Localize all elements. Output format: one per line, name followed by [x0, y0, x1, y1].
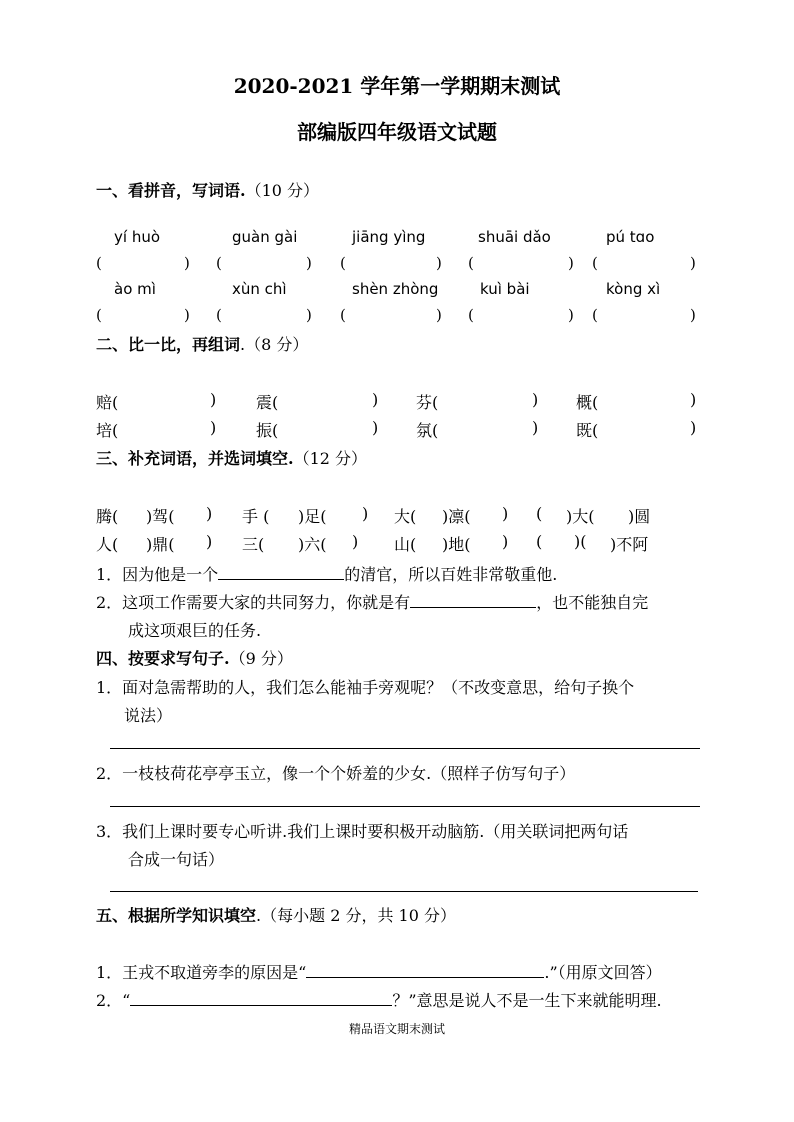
- compare-char-3: 芬(: [416, 393, 439, 412]
- knowledge-fill-2-start: 2．“: [96, 991, 131, 1010]
- fill-blank[interactable]: [410, 590, 536, 608]
- exam-title: 2020-2021 学年第一学期期末测试: [233, 74, 561, 98]
- answer-paren-open: (: [216, 306, 222, 324]
- idiom-piece: 手 (: [242, 507, 270, 526]
- pinyin-2-1: ào mì: [114, 280, 156, 298]
- answer-paren-open: (: [592, 254, 598, 272]
- fill-blank[interactable]: [306, 960, 544, 978]
- fill-blank[interactable]: [130, 988, 392, 1006]
- answer-paren-open: (: [592, 306, 598, 324]
- answer-paren-close: ): [436, 254, 442, 272]
- idiom-piece: 腾(: [96, 507, 119, 526]
- answer-paren-open: (: [96, 254, 102, 272]
- idiom-piece: )足(: [298, 507, 327, 526]
- section-5-heading: [96, 903, 456, 926]
- compare-close: ): [532, 418, 539, 437]
- pinyin-1-5: pú tɑo: [606, 228, 655, 246]
- answer-paren-open: (: [468, 254, 474, 272]
- answer-paren-open: (: [96, 306, 102, 324]
- compare-close: ): [210, 418, 217, 437]
- compare-close: ): [690, 418, 697, 437]
- fill-sentence-2-cont: 成这项艰巨的任务.: [128, 621, 262, 640]
- sentence-task-3-cont: 合成一句话）: [128, 850, 225, 869]
- answer-paren-close: ): [184, 254, 190, 272]
- fill-sentence-2-end: ，也不能独自完: [536, 593, 649, 612]
- answer-paren-close: ): [568, 254, 574, 272]
- answer-line[interactable]: [110, 748, 700, 749]
- answer-paren-close: ): [690, 306, 696, 324]
- compare-close: ): [210, 390, 217, 409]
- idiom-piece: ): [206, 504, 213, 523]
- section-3-heading: [96, 446, 367, 469]
- idiom-piece: (: [536, 504, 543, 523]
- section-2-heading: [96, 332, 308, 355]
- section-1-score: （10 分）: [245, 181, 320, 200]
- section-2-title: 二、比一比，再组词: [96, 335, 241, 354]
- sentence-task-3: 3．我们上课时要专心听讲.我们上课时要积极开动脑筋.（用关联词把两句话: [96, 822, 629, 841]
- pinyin-2-3: shèn zhòng: [352, 280, 439, 298]
- answer-paren-open: (: [340, 306, 346, 324]
- pinyin-2-2: xùn chì: [232, 280, 287, 298]
- fill-sentence-2: [96, 590, 648, 613]
- answer-paren-close: ): [306, 254, 312, 272]
- pinyin-1-1: yí huò: [114, 228, 161, 246]
- compare-close: ): [372, 390, 379, 409]
- section-4-heading: [96, 646, 293, 669]
- fill-blank[interactable]: [218, 562, 344, 580]
- answer-paren-close: ): [690, 254, 696, 272]
- idiom-piece: 人(: [96, 535, 119, 554]
- idiom-piece: 大(: [394, 507, 417, 526]
- section-1-heading: [96, 178, 319, 201]
- pinyin-2-5: kòng xì: [606, 280, 661, 298]
- answer-paren-open: (: [216, 254, 222, 272]
- idiom-piece: )地(: [442, 535, 471, 554]
- pinyin-1-4: shuāi dǎo: [478, 228, 551, 246]
- section-3-score: （12 分）: [293, 449, 368, 468]
- exam-subtitle: 部编版四年级语文试题: [297, 120, 497, 144]
- knowledge-fill-1-end: .”（用原文回答）: [544, 963, 662, 982]
- idiom-piece: ): [352, 532, 359, 551]
- answer-paren-close: ): [436, 306, 442, 324]
- knowledge-fill-2: [96, 988, 662, 1011]
- pinyin-2-4: kuì bài: [480, 280, 530, 298]
- sentence-task-1: 1．面对急需帮助的人，我们怎么能袖手旁观呢？（不改变意思，给句子换个: [96, 678, 635, 697]
- section-5-title: 五、根据所学知识填空: [96, 906, 257, 925]
- answer-paren-close: ): [184, 306, 190, 324]
- answer-line[interactable]: [110, 806, 700, 807]
- answer-paren-close: ): [568, 306, 574, 324]
- compare-char-7: 氛(: [416, 421, 439, 440]
- compare-char-6: 振(: [256, 421, 279, 440]
- idiom-piece: 三(: [242, 535, 265, 554]
- idiom-piece: )(: [574, 532, 587, 551]
- sentence-task-2: 2．一枝枝荷花亭亭玉立，像一个个娇羞的少女.（照样子仿写句子）: [96, 764, 576, 783]
- knowledge-fill-1: [96, 960, 662, 983]
- idiom-piece: )驾(: [146, 507, 175, 526]
- idiom-piece: )鼎(: [146, 535, 175, 554]
- idiom-piece: ): [502, 532, 509, 551]
- knowledge-fill-1-start: 1．王戎不取道旁李的原因是“: [96, 963, 307, 982]
- answer-paren-close: ): [306, 306, 312, 324]
- section-4-score: （9 分）: [229, 649, 293, 668]
- page-footer: 精品语文期末测试: [348, 1022, 445, 1036]
- pinyin-1-2: guàn gài: [232, 228, 298, 246]
- idiom-piece: (: [536, 532, 543, 551]
- section-1-title: 一、看拼音，写词语.: [96, 181, 246, 200]
- idiom-piece: ): [502, 504, 509, 523]
- section-3-title: 三、补充词语，并选词填空.: [96, 449, 294, 468]
- idiom-piece: )圆: [628, 507, 651, 526]
- idiom-piece: )大(: [566, 507, 595, 526]
- compare-close: ): [532, 390, 539, 409]
- fill-sentence-1-end: 的清官，所以百姓非常敬重他.: [344, 565, 558, 584]
- section-2-score: .（8 分）: [240, 335, 309, 354]
- sentence-task-1-cont: 说法）: [124, 706, 173, 725]
- answer-line[interactable]: [110, 891, 698, 892]
- compare-char-2: 震(: [256, 393, 279, 412]
- idiom-piece: )不阿: [610, 535, 649, 554]
- compare-char-5: 培(: [96, 421, 119, 440]
- idiom-piece: )凛(: [442, 507, 471, 526]
- fill-sentence-2-start: 2．这项工作需要大家的共同努力，你就是有: [96, 593, 411, 612]
- compare-close: ): [690, 390, 697, 409]
- answer-paren-open: (: [468, 306, 474, 324]
- pinyin-1-3: jiāng yìng: [352, 228, 426, 246]
- fill-sentence-1-start: 1．因为他是一个: [96, 565, 219, 584]
- compare-char-4: 概(: [576, 393, 599, 412]
- idiom-piece: 山(: [394, 535, 417, 554]
- section-4-title: 四、按要求写句子.: [96, 649, 230, 668]
- knowledge-fill-2-end: ？”意思是说人不是一生下来就能明理.: [392, 991, 662, 1010]
- compare-char-1: 赔(: [96, 393, 119, 412]
- idiom-piece: )六(: [298, 535, 327, 554]
- fill-sentence-1: [96, 562, 557, 585]
- compare-close: ): [372, 418, 379, 437]
- idiom-piece: ): [362, 504, 369, 523]
- section-5-score: .（每小题 2 分，共 10 分）: [256, 906, 456, 925]
- compare-char-8: 既(: [576, 421, 599, 440]
- idiom-piece: ): [206, 532, 213, 551]
- answer-paren-open: (: [340, 254, 346, 272]
